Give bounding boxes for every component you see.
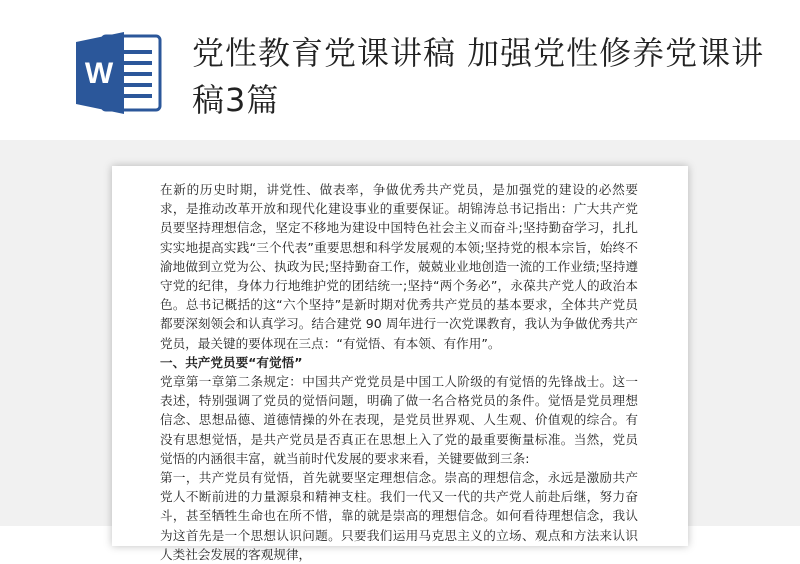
intro-paragraph: 在新的历史时期，讲党性、做表率，争做优秀共产党员，是加强党的建设的必然要求，是推动改革开放和现代化建设事业的重要保证。胡锦涛总书记指出：广大共产党员要坚持理想信念，坚定不移地为建设中国特色社会主义而奋斗;坚持勤奋学习，扎扎实实地提高实践“三个代表”重要思想和科学发展观的本领;坚持党的根本宗旨，始终不渝地做到立党为公、执政为民;坚持勤奋工作，兢兢业业地创造一流的工作业绩;坚持遵守党的纪律，身体力行地维护党的团结统一;坚持“两个务必”，永葆共产党人的政治本色。总书记概括的这“六个坚持”是新时期对优秀共产党员的基本要求，全体共产党员都要深刻领会和认真学习。结合建党 90 周年进行一次党课教育，我认为争做优秀共产党员，最关键的要体现在三点：“有觉悟、有本领、有作用”。 bbox=[160, 182, 638, 351]
word-icon-letter: W bbox=[84, 57, 114, 90]
word-document-icon bbox=[72, 30, 168, 116]
header bbox=[0, 0, 800, 140]
document-content bbox=[160, 180, 638, 564]
document-page bbox=[112, 166, 688, 562]
page-title: 党性教育党课讲稿 加强党性修养党课讲稿3篇 bbox=[192, 34, 765, 119]
body-paragraph: 第一，共产党员有觉悟，首先就要坚定理想信念。崇高的理想信念，永远是激励共产党人不断前进的力量源泉和精神支柱。我们一代又一代的共产党人前赴后继，努力奋斗，甚至牺牲生命也在所不惜，靠的就是崇高的理想信念。如何看待理想信念，我认为这首先是一个思想认识问题。只要我们运用马克思主义的立场、观点和方法来认识人类社会发展的客观规律， bbox=[160, 470, 638, 562]
body-paragraph: 党章第一章第二条规定：中国共产党党员是中国工人阶级的有觉悟的先锋战士。这一表述，特别强调了党员的觉悟问题，明确了做一名合格党员的条件。觉悟是党员理想信念、思想品德、道德情操的外在表现，是党员世界观、人生观、价值观的综合。有没有思想觉悟，是共产党员是否真正在思想上入了党的最重要衡量标准。当然，党员觉悟的内涵很丰富，就当前时代发展的要求来看，关键要做到三条: bbox=[160, 374, 638, 466]
section-heading: 一、共产党员要“有觉悟” bbox=[160, 354, 303, 370]
